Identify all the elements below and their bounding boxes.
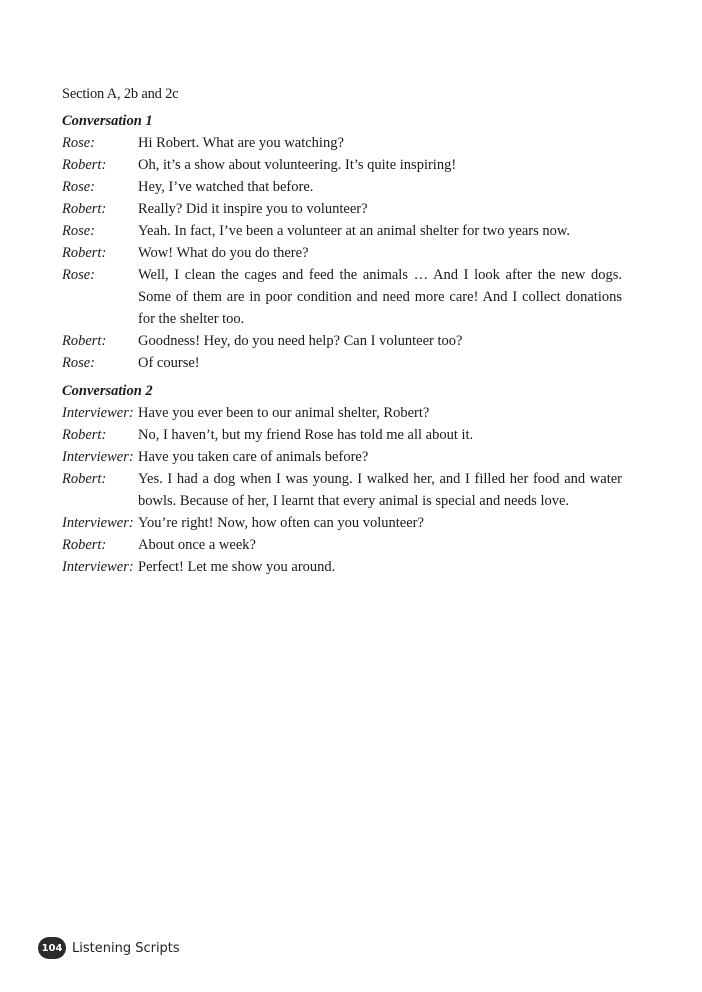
speaker-name: Robert: [62, 333, 107, 349]
speaker-name: Robert: [62, 427, 107, 443]
dialogue-line [62, 446, 622, 468]
speaker-name: Interviewer: [62, 449, 134, 465]
speaker-name: Rose: [62, 355, 96, 371]
conversation-title: Conversation 2 [62, 383, 153, 399]
dialogue-text: Have you taken care of animals before? [138, 449, 369, 465]
conversation-title: Conversation 1 [62, 113, 153, 129]
dialogue-line [62, 220, 622, 242]
speaker-name: Interviewer: [62, 405, 134, 421]
dialogue-text: No, I haven’t, but my friend Rose has told me all about it. [138, 427, 474, 443]
dialogue-line [62, 352, 622, 374]
dialogue-line [62, 154, 622, 176]
dialogue-text: Hey, I’ve watched that before. [138, 179, 314, 195]
dialogue-text: Goodness! Hey, do you need help? Can I volunteer too? [138, 333, 463, 349]
dialogue-text: Well, I clean the cages and feed the animals … And I look after the new dogs. Some of them are in poor condition and need more care! And I collect donations for the shelter too. [138, 267, 622, 327]
dialogue-line [62, 512, 622, 534]
speaker-name: Robert: [62, 537, 107, 553]
speaker-name: Rose: [62, 267, 96, 283]
dialogue-text: About once a week? [138, 537, 256, 553]
dialogue-line [62, 402, 622, 424]
dialogue-line [62, 330, 622, 352]
dialogue-text: Perfect! Let me show you around. [138, 559, 336, 575]
dialogue-line [62, 534, 622, 556]
dialogue-text: Oh, it’s a show about volunteering. It’s quite inspiring! [138, 157, 457, 173]
dialogue-text: Yeah. In fact, I’ve been a volunteer at an animal shelter for two years now. [138, 223, 571, 239]
dialogue-text: You’re right! Now, how often can you volunteer? [138, 515, 424, 531]
conversation-1 [62, 110, 622, 374]
speaker-name: Rose: [62, 223, 96, 239]
footer-label: Listening Scripts [72, 940, 180, 956]
dialogue-line [62, 198, 622, 220]
dialogue-line [62, 264, 622, 330]
speaker-name: Rose: [62, 179, 96, 195]
speaker-name: Robert: [62, 201, 107, 217]
speaker-name: Robert: [62, 157, 107, 173]
dialogue-text: Have you ever been to our animal shelter, Robert? [138, 405, 430, 421]
dialogue-text: Wow! What do you do there? [138, 245, 309, 261]
speaker-name: Interviewer: [62, 515, 134, 531]
page-footer [38, 937, 180, 959]
dialogue-text: Hi Robert. What are you watching? [138, 135, 344, 151]
conversation-2 [62, 380, 622, 578]
speaker-name: Rose: [62, 135, 96, 151]
speaker-name: Interviewer: [62, 559, 134, 575]
section-title: Section A, 2b and 2c [62, 86, 179, 102]
dialogue-line [62, 242, 622, 264]
dialogue-line [62, 424, 622, 446]
dialogue-line [62, 132, 622, 154]
speaker-name: Robert: [62, 471, 107, 487]
dialogue-text: Of course! [138, 355, 200, 371]
dialogue-line [62, 176, 622, 198]
dialogue-line [62, 468, 622, 512]
page-number-badge: 104 [38, 937, 66, 959]
script-content [62, 83, 622, 578]
dialogue-line [62, 556, 622, 578]
speaker-name: Robert: [62, 245, 107, 261]
dialogue-text: Really? Did it inspire you to volunteer? [138, 201, 368, 217]
dialogue-text: Yes. I had a dog when I was young. I walked her, and I filled her food and water bowls. Because of her, I learnt that every animal is special and needs love. [138, 471, 622, 509]
